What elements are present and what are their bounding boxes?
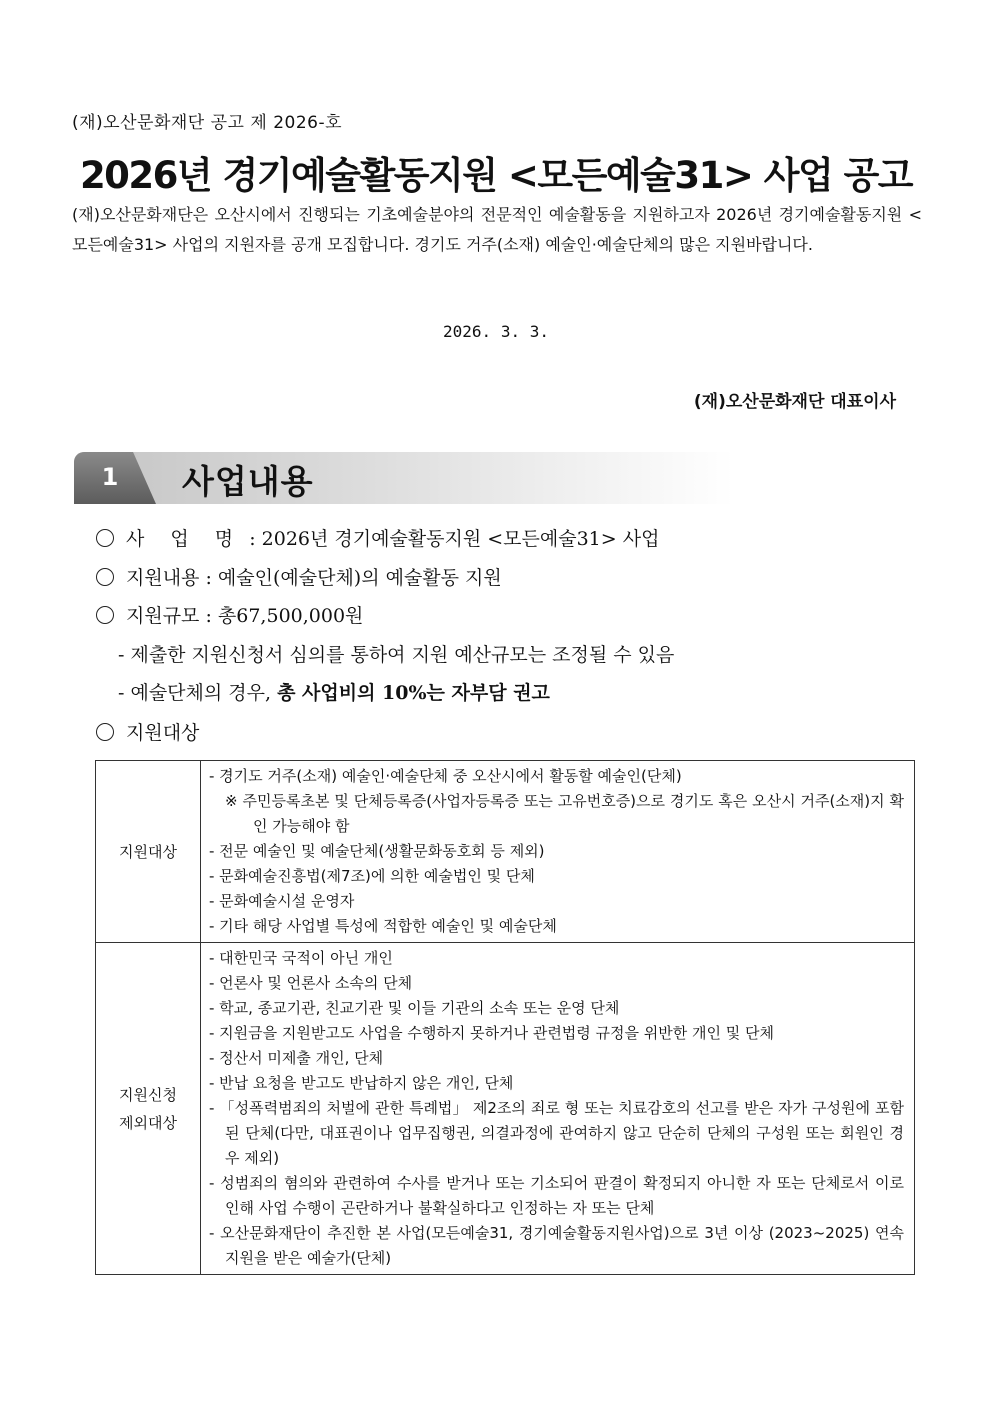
- label-line: 제외대상: [119, 1113, 177, 1132]
- item-support-scale: [96, 601, 363, 628]
- label-line: 지원신청: [119, 1085, 177, 1104]
- note-prefix: - 예술단체의 경우,: [118, 682, 278, 704]
- list-item: - 반납 요청을 받고도 반납하지 않은 개인, 단체: [209, 1074, 514, 1092]
- item-separator: :: [199, 567, 218, 589]
- item-label: 지원규모: [126, 605, 200, 627]
- list-item: - 「성폭력범죄의 처벌에 관한 특례법」 제2조의 죄로 형 또는 치료감호의 선고를 받은 자가 구성원에 포함된 단체(다만, 대표권이나 업무집행권, 의결과정에 관여하지 않고 단순히 단체의 구성원 또는 회원인 경우 제외): [209, 1099, 904, 1167]
- intro-paragraph: (재)오산문화재단은 오산시에서 진행되는 기초예술분야의 전문적인 예술활동을 지원하고자 2026년 경기예술활동지원 <모든예술31> 사업의 지원자를 공개 모집합니다. 경기도 거주(소재) 예술인·예술단체의 많은 지원바랍니다.: [72, 205, 922, 254]
- eligibility-table: [95, 760, 915, 1275]
- item-value: 2026년 경기예술활동지원 <모든예술31> 사업: [261, 528, 660, 550]
- item-project-name: [96, 524, 659, 551]
- budget-note-adjustment: - 제출한 지원신청서 심의를 통하여 지원 예산규모는 조정될 수 있음: [118, 644, 675, 666]
- list-item: - 오산문화재단이 추진한 본 사업(모든예술31, 경기예술활동지원사업)으로 3년 이상 (2023~2025) 연속 지원을 받은 예술가(단체): [209, 1224, 904, 1267]
- list-item: - 언론사 및 언론사 소속의 단체: [209, 974, 413, 992]
- notice-number: (재)오산문화재단 공고 제 2026-호: [72, 113, 343, 133]
- section-title: 사업내용: [182, 462, 314, 501]
- item-label: 지원대상: [126, 722, 200, 744]
- row-content-eligible: [201, 761, 915, 943]
- item-support-content: [96, 563, 502, 590]
- table-row-eligible: [96, 761, 915, 943]
- budget-note-self-funding: [118, 678, 550, 705]
- section-1-header: [74, 452, 734, 504]
- item-value: 총67,500,000원: [217, 605, 364, 627]
- list-item: - 학교, 종교기관, 친교기관 및 이들 기관의 소속 또는 운영 단체: [209, 999, 620, 1017]
- list-item: - 문화예술진흥법(제7조)에 의한 예술법인 및 단체: [209, 867, 535, 885]
- section-number: 1: [101, 463, 119, 491]
- issue-date: 2026. 3. 3.: [443, 322, 549, 341]
- list-item: - 전문 예술인 및 예술단체(생활문화동호회 등 제외): [209, 842, 545, 860]
- list-item: - 지원금을 지원받고도 사업을 수행하지 못하거나 관련법령 규정을 위반한 개인 및 단체: [209, 1024, 775, 1042]
- list-item: - 기타 해당 사업별 특성에 적합한 예술인 및 예술단체: [209, 917, 557, 935]
- row-label-excluded: [96, 943, 201, 1275]
- item-value: 예술인(예술단체)의 예술활동 지원: [217, 567, 502, 589]
- table-row-excluded: [96, 943, 915, 1275]
- list-item: - 정산서 미제출 개인, 단체: [209, 1049, 384, 1067]
- circle-bullet-icon: [96, 606, 114, 624]
- circle-bullet-icon: [96, 723, 114, 741]
- item-separator: :: [243, 528, 262, 550]
- item-label: 지원내용: [126, 567, 200, 589]
- row-label-eligible: 지원대상: [96, 761, 201, 943]
- document-title: 2026년 경기예술활동지원 <모든예술31> 사업 공고: [79, 154, 913, 197]
- item-separator: :: [199, 605, 218, 627]
- note-emphasis: 총 사업비의 10%는 자부담 권고: [277, 682, 550, 704]
- item-support-target: [96, 718, 199, 745]
- list-note: ※ 주민등록초본 및 단체등록증(사업자등록증 또는 고유번호증)으로 경기도 혹은 오산시 거주(소재)지 확인 가능해야 함: [225, 792, 904, 835]
- circle-bullet-icon: [96, 568, 114, 586]
- list-item: - 대한민국 국적이 아닌 개인: [209, 949, 393, 967]
- item-label: 사 업 명: [126, 528, 244, 550]
- issuer-signature: (재)오산문화재단 대표이사: [693, 392, 896, 412]
- list-item: - 문화예술시설 운영자: [209, 892, 355, 910]
- list-item: - 경기도 거주(소재) 예술인·예술단체 중 오산시에서 활동할 예술인(단체): [209, 767, 682, 785]
- list-item: - 성범죄의 혐의와 관련하여 수사를 받거나 또는 기소되어 판결이 확정되지 아니한 자 또는 단체로서 이로 인해 사업 수행이 곤란하거나 불확실하다고 인정하는 자 또는 단체: [209, 1174, 904, 1217]
- circle-bullet-icon: [96, 529, 114, 547]
- row-content-excluded: [201, 943, 915, 1275]
